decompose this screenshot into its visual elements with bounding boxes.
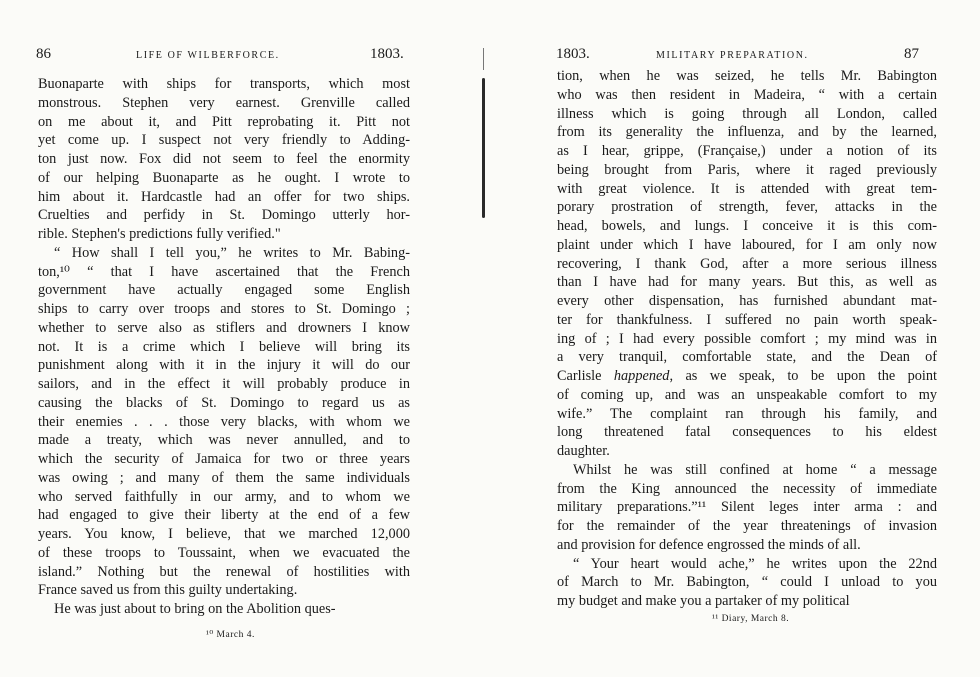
text-line: causing the blacks of St. Domingo to regard us as [38,394,410,411]
left-running-head: LIFE OF WILBERFORCE. [136,50,280,61]
text-line: from its generality the influenza, and by the learned, [557,124,937,141]
text-line: wife.” The complaint ran through his family, and [557,405,937,422]
right-footnote: ¹¹ Diary, March 8. [712,614,790,624]
text-line: tion, when he was seized, he tells Mr. Babington [557,68,937,84]
text-line: head, bowels, and lungs. I conceive it is this com- [557,218,937,234]
text-line: from the King announced the necessity of immediate [557,480,937,497]
right-running-head: MILITARY PREPARATION. [656,50,809,61]
right-year: 1803. [556,46,590,62]
text-line: ships to carry over troops and stores to St. Domingo ; [38,301,410,317]
text-line: than I have had for many years. But this, as well as [557,274,937,291]
binding-gutter [482,78,485,218]
text-line: rible. Stephen's predictions fully verified." [38,226,281,242]
right-body-text [557,67,937,611]
text-line: as I hear, grippe, (Française,) under a notion of its [557,143,937,159]
binding-gutter-top [483,48,484,70]
text-line: who was then resident in Madeira, “ with a certain [557,86,937,103]
text-line: Buonaparte with ships for transports, which most [38,76,410,92]
text-line: with great violence. It is attended with great tem- [557,180,937,197]
text-line: and provision for defence engrossed the minds of all. [557,536,861,553]
text-line: yet come up. I suspect not very friendly to Adding- [38,132,410,149]
left-page [0,0,480,677]
text-line: “ Your heart would ache,” he writes upon the 22nd [573,555,937,572]
text-line: island.” Nothing but the renewal of hostilities with [38,563,410,580]
text-line: “ How shall I tell you,” he writes to Mr. Babing- [54,244,410,261]
right-page-number: 87 [904,46,919,62]
text-line: of our helping Buonaparte as he ought. I wrote to [38,169,410,186]
text-line: which the security of Jamaica for two or three years [38,451,410,467]
text-line: long threatened fatal consequences to his eldest [557,424,937,441]
text-line: ter for thankfulness. I suffered no pain worth speak- [557,311,937,328]
text-line: punishment along with it in the injury it will do our [38,357,410,374]
text-line: illness which is going through all London, called [557,105,937,122]
text-line: Whilst he was still confined at home “ a message [573,461,937,478]
text-line: had engaged to give their liberty at the end of a few [38,507,410,524]
text-line: not. It is a crime which I believe will bring its [38,338,410,355]
text-line: Cruelties and perfidy in St. Domingo utterly hor- [38,207,410,224]
text-line: of coming up, and was an unspeakable comfort to my [557,386,937,403]
text-line: government have actually engaged some English [38,282,410,299]
text-line: Carlisle happened, as we speak, to be upon the point [557,368,937,384]
left-page-number: 86 [36,46,51,62]
text-line: who served faithfully in our army, and to whom we [38,488,410,505]
text-line: sailors, and in the effect it will probably produce in [38,376,410,392]
text-line: was owing ; and many of them the same individuals [38,469,410,486]
text-line: on me about it, and Pitt reprobating it. Pitt not [38,113,410,130]
text-line: him about it. Hardcastle had an offer for two ships. [38,188,410,205]
text-line: porary prostration of strength, fever, attacks in the [557,199,937,216]
text-line: of March to Mr. Babington, “ could I unload to you [557,574,937,591]
text-line: of these troops to Toussaint, when we evacuated the [38,544,410,561]
text-line: a very tranquil, comfortable state, and the Dean of [557,349,937,366]
text-line: He was just about to bring on the Abolition ques- [54,601,336,617]
text-line: monstrous. Stephen very earnest. Grenville called [38,94,410,111]
text-line: military preparations.”¹¹ Silent leges inter arma : and [557,499,937,516]
text-line: ing of ; I had every possible comfort ; my mind was in [557,330,937,347]
text-line: made a treaty, which was never annulled, and to [38,432,410,449]
left-body-text [38,75,410,619]
left-footnote: ¹⁰ March 4. [206,630,255,640]
text-line: their enemies . . . those very blacks, with whom we [38,413,410,430]
text-line: for the remainder of the year threatenings of invasion [557,518,937,534]
right-page [490,0,980,677]
text-line: recovering, I thank God, after a more serious illness [557,255,937,272]
text-line: every other dispensation, has furnished abundant mat- [557,293,937,309]
text-line: my budget and make you a partaker of my political [557,593,850,609]
text-line: daughter. [557,443,610,459]
text-line: being brought from Paris, where it raged previously [557,161,937,178]
left-year: 1803. [370,46,404,62]
text-line: France saved us from this guilty undertaking. [38,582,298,599]
text-line: ton just now. Fox did not seem to feel the enormity [38,151,410,167]
text-line: years. You know, I believe, that we marched 12,000 [38,526,410,542]
text-line: plaint under which I have laboured, for I am only now [557,236,937,253]
text-line: ton,¹⁰ “ that I have ascertained that the French [38,263,410,280]
text-line: whether to serve also as stiflers and drowners I know [38,319,410,336]
